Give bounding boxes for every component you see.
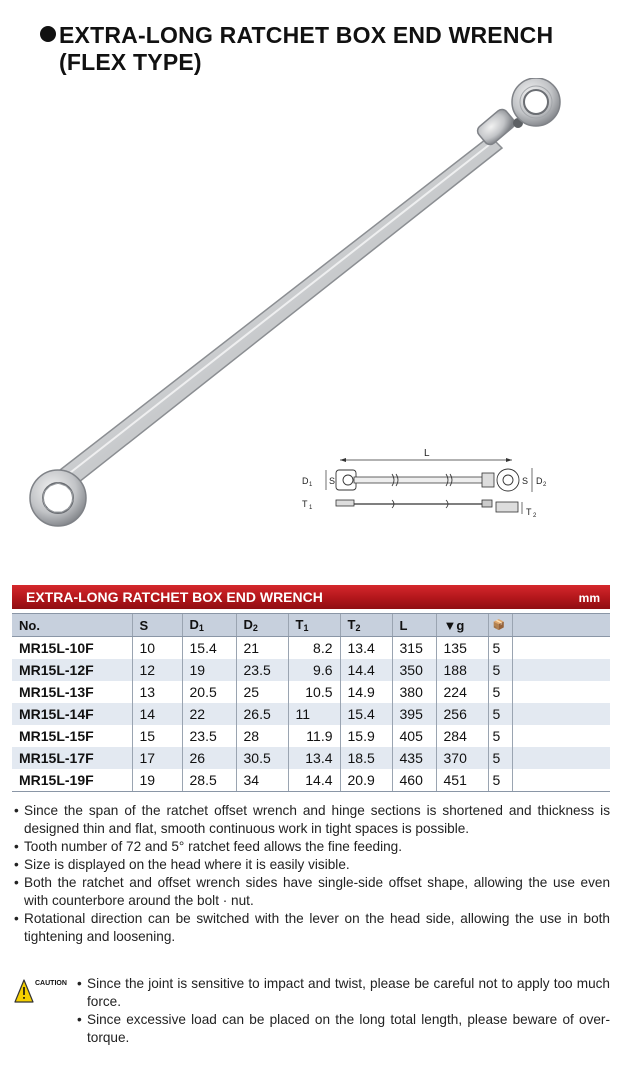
cell-l: 405 — [392, 725, 436, 747]
cell-t2: 18.5 — [340, 747, 392, 769]
caution-list — [76, 975, 610, 1047]
diagram-label-s-left: S — [329, 476, 336, 486]
table-row — [12, 637, 610, 660]
col-header-d2: $D_2$ — [236, 614, 288, 637]
title-line-2: (FLEX TYPE) — [59, 49, 202, 75]
col-header-pack-quantity-icon: 📦 — [488, 614, 512, 637]
spec-table-unit: mm — [578, 591, 600, 605]
caution-item: • Since the joint is sensitive to impact and twist, please be careful not to apply too much force. — [76, 975, 610, 1011]
cell-pack-qty: 5 — [488, 703, 512, 725]
page-title — [40, 22, 620, 76]
diagram-label-t2-sub: 2 — [533, 513, 537, 519]
cell-d2: 21 — [236, 637, 288, 660]
cell-d2: 28 — [236, 725, 288, 747]
cell-empty — [512, 659, 610, 681]
cell-s: 14 — [132, 703, 182, 725]
cell-empty — [512, 637, 610, 660]
cell-t1: 11 — [288, 703, 340, 725]
cell-pack-qty: 5 — [488, 769, 512, 792]
cell-l: 380 — [392, 681, 436, 703]
cell-d2: 30.5 — [236, 747, 288, 769]
table-row — [12, 703, 610, 725]
feature-item: • Tooth number of 72 and 5° ratchet feed allows the fine feeding. — [12, 838, 610, 856]
cell-empty — [512, 769, 610, 792]
cell-s: 13 — [132, 681, 182, 703]
col-header-no: No. — [12, 614, 132, 637]
cell-model-no: MR15L-17F — [12, 747, 132, 769]
cell-d1: 15.4 — [182, 637, 236, 660]
dimension-diagram — [296, 440, 558, 526]
cell-d2: 25 — [236, 681, 288, 703]
table-row — [12, 769, 610, 792]
diagram-label-d1: D — [302, 476, 309, 486]
table-row — [12, 725, 610, 747]
cell-d1: 28.5 — [182, 769, 236, 792]
cell-s: 19 — [132, 769, 182, 792]
cell-model-no: MR15L-10F — [19, 640, 94, 656]
cell-t2: 15.4 — [340, 703, 392, 725]
caution-item: • Since excessive load can be placed on the long total length, please beware of over-torque. — [76, 1011, 610, 1047]
cell-t2: 14.4 — [340, 659, 392, 681]
diagram-label-l: L — [424, 448, 430, 459]
cell-empty — [512, 747, 610, 769]
cell-l: 315 — [392, 637, 436, 660]
spec-table-title-bar — [12, 585, 610, 609]
cell-model-no: MR15L-12F — [12, 659, 132, 681]
diagram-label-t1-sub: 1 — [309, 505, 313, 511]
feature-item: • Since the span of the ratchet offset wrench and hinge sections is shortened and thickness is designed thin and flat, smooth continuous work in tight spaces is possible. — [12, 802, 610, 838]
cell-l: 395 — [392, 703, 436, 725]
cell-d1: 26 — [182, 747, 236, 769]
cell-t2: 15.9 — [340, 725, 392, 747]
cell-pack-qty: 5 — [488, 637, 512, 660]
feature-item: • Size is displayed on the head where it is easily visible. — [12, 856, 610, 874]
col-header-l: L — [392, 614, 436, 637]
cell-t1: 14.4 — [288, 769, 340, 792]
cell-pack-qty: 5 — [488, 747, 512, 769]
cell-s: 10 — [132, 637, 182, 660]
cell-model-no: MR15L-14F — [12, 703, 132, 725]
cell-pack-qty: 5 — [488, 659, 512, 681]
diagram-label-d1-sub: 1 — [309, 482, 313, 488]
table-row — [12, 747, 610, 769]
features-list — [12, 802, 610, 946]
cell-d2: 26.5 — [236, 703, 288, 725]
cell-pack-qty: 5 — [488, 725, 512, 747]
cell-model-no: MR15L-19F — [12, 769, 132, 792]
cell-t1: 10.5 — [288, 681, 340, 703]
cell-s: 15 — [132, 725, 182, 747]
cell-d2: 34 — [236, 769, 288, 792]
cell-t2: 14.9 — [340, 681, 392, 703]
cell-t1: 9.6 — [288, 659, 340, 681]
cell-t1: 11.9 — [288, 725, 340, 747]
spec-table — [12, 613, 610, 792]
cell-empty — [512, 681, 610, 703]
cell-weight: 256 — [436, 703, 488, 725]
col-header-t1: $T_1$ — [288, 614, 340, 637]
cell-model-no: MR15L-13F — [19, 684, 94, 700]
col-header-empty — [512, 614, 610, 637]
diagram-label-t2: T — [526, 507, 532, 517]
cell-l: 350 — [392, 659, 436, 681]
table-row — [12, 681, 610, 703]
spec-table-title: EXTRA-LONG RATCHET BOX END WRENCH — [26, 589, 323, 605]
cell-t2: 13.4 — [340, 637, 392, 660]
col-header-s: S — [132, 614, 182, 637]
cell-weight: 135 — [436, 637, 488, 660]
bullet-dot-icon — [40, 26, 56, 42]
cell-d1: 20.5 — [182, 681, 236, 703]
spec-table-header-row — [12, 614, 610, 637]
cell-t2: 20.9 — [340, 769, 392, 792]
cell-weight: 284 — [436, 725, 488, 747]
cell-empty — [512, 725, 610, 747]
diagram-label-d2: D — [536, 476, 543, 486]
diagram-label-t1: T — [302, 499, 308, 509]
cell-s: 17 — [132, 747, 182, 769]
cell-d1: 23.5 — [182, 725, 236, 747]
cell-empty — [512, 703, 610, 725]
cell-d2: 23.5 — [236, 659, 288, 681]
cell-s: 12 — [132, 659, 182, 681]
cell-t1: 8.2 — [288, 637, 340, 660]
cell-weight: 451 — [436, 769, 488, 792]
cell-weight: 188 — [436, 659, 488, 681]
feature-item: • Rotational direction can be switched with the lever on the head side, allowing the use in both tightening and loosening. — [12, 910, 610, 946]
title-line-1: EXTRA-LONG RATCHET BOX END WRENCH — [59, 22, 554, 48]
cell-weight: 224 — [436, 681, 488, 703]
cell-l: 435 — [392, 747, 436, 769]
col-header-d1: $D_1$ — [182, 614, 236, 637]
diagram-label-d2-sub: 2 — [543, 482, 547, 488]
cell-d1: 22 — [182, 703, 236, 725]
feature-item: • Both the ratchet and offset wrench sides have single-side offset shape, allowing the use even with counterbore around the bolt · nut. — [12, 874, 610, 910]
cell-weight: 370 — [436, 747, 488, 769]
col-header-t2: $T_2$ — [340, 614, 392, 637]
cell-pack-qty: 5 — [488, 681, 512, 703]
cell-l: 460 — [392, 769, 436, 792]
caution-label: CAUTION — [35, 980, 67, 987]
cell-d1: 19 — [182, 659, 236, 681]
cell-t1: 13.4 — [288, 747, 340, 769]
cell-model-no: MR15L-15F — [19, 728, 94, 744]
diagram-label-s-right: S — [522, 476, 529, 486]
col-header-weight: ▼g — [436, 614, 488, 637]
table-row — [12, 659, 610, 681]
